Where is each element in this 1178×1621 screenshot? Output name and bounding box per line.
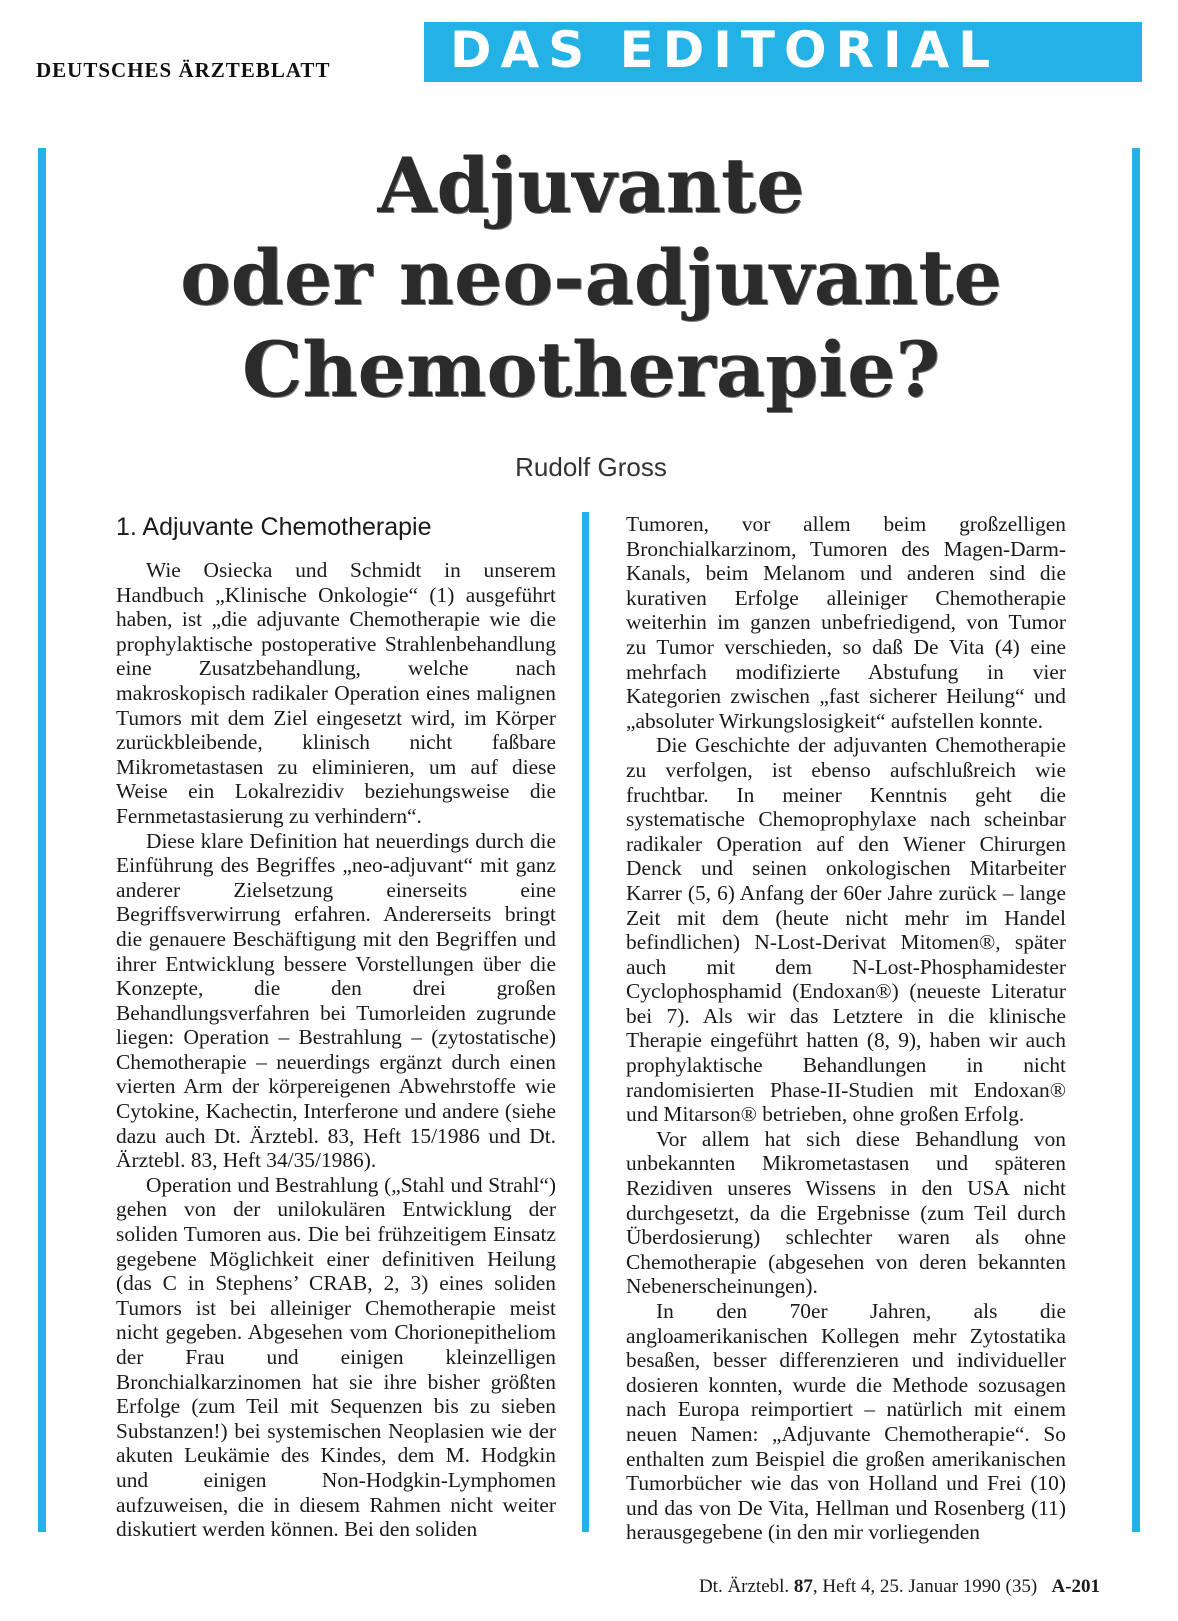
paragraph: Tumoren, vor allem beim großzelligen Bronchialkarzinom, Tumoren des Magen-Darm-Kanals, beim Melanom und anderen sind die kurativen Erfolge alleiniger Chemotherapie weiterhin im ganzen unbefriedigend, von Tumor zu Tumor verschieden, so daß De Vita (4) eine mehrfach modifizierte Abstufung in vier Kategorien zwischen „fast sicherer Heilung“ und „absoluter Wirkungslosigkeit“ aufstellen konnte. [626,512,1066,733]
title-line-3: Chemotherapie? [241,325,941,414]
column-divider-rule [582,512,589,1532]
citation-prefix: Dt. Ärztebl. [698,1576,790,1597]
page-number: A-201 [1051,1576,1100,1597]
right-column [626,512,1066,1545]
title-line-1: Adjuvante [377,141,805,230]
banner-label: DAS EDITORIAL [450,21,1000,79]
paragraph: Vor allem hat sich diese Behandlung von unbekannten Mikrometastasen und späteren Rezidiven unseres Wissens in den USA nicht durchgesetzt, da die Ergebnisse (zum Teil durch Überdosierung) schlechter waren als ohne Chemotherapie (abgesehen von deren bekannten Nebenerscheinungen). [626,1126,1066,1299]
citation-detail: , Heft 4, 25. Januar 1990 (35) [812,1576,1038,1597]
paragraph: Diese klare Definition hat neuerdings durch die Einführung des Begriffes „neo-adjuvant“ mit ganz anderer Zielsetzung einerseits eine Begriffsverwirrung erfahren. Andererseits bringt die genauere Beschäftigung mit den Begriffen und ihrer Entwicklung bessere Vorstellungen über die Konzepte, die den drei großen Behandlungsverfahren bei Tumorleiden zugrunde liegen: Operation – Bestrahlung – (zytostatische) Chemotherapie – neuerdings ergänzt durch einen vierten Arm der körpereigenen Abwehrstoffe wie Cytokine, Kachectin, Interferone und andere (siehe dazu auch Dt. Ärztebl. 83, Heft 15/1986 und Dt. Ärztebl. 83, Heft 34/35/1986). [116,828,556,1173]
volume-number: 87 [793,1576,813,1597]
paragraph: In den 70er Jahren, als die angloamerikanischen Kollegen mehr Zytostatika besaßen, besser differenzieren und individueller dosieren konnten, wurde die Methode sozusagen nach Europa reimportiert – natürlich mit einem neuen Namen: „Adjuvante Chemotherapie“. So enthalten zum Beispiel die großen amerikanischen Tumorbücher wie das von Holland und Frei (10) und das von De Vita, Hellman und Rosenberg (11) herausgegebene (in den mir vorliegenden [626,1299,1066,1545]
left-blue-rule [38,148,46,1532]
paragraph: Die Geschichte der adjuvanten Chemotherapie zu verfolgen, ist ebenso aufschlußreich wie fruchtbar. In meiner Kenntnis geht die systematische Chemoprophylaxe nach scheinbar radikaler Operation auf den Wiener Chirurgen Denck und seinen onkologischen Mitarbeiter Karrer (5, 6) Anfang der 60er Jahre zurück – lange Zeit mit dem (heute nicht mehr im Handel befindlichen) N-Lost-Derivat Mitomen®, später auch mit dem N-Lost-Phosphamidester Cyclophosphamid (Endoxan®) (neueste Literatur bei 7). Als wir das Letztere in die klinische Therapie eingeführt hatten (8, 9), haben wir auch prophylaktische Behandlungen in nicht randomisierten Phase-II-Studien mit Endoxan® und Mitarson® betrieben, ohne großen Erfolg. [626,733,1066,1127]
right-blue-rule [1132,148,1140,1532]
publication-name: DEUTSCHES ÄRZTEBLATT [36,58,331,82]
author-name: Rudolf Gross [515,452,667,482]
page-footer [699,1576,1100,1598]
paragraph: Operation und Bestrahlung („Stahl und Strahl“) gehen von der unilokulären Entwicklung der soliden Tumoren aus. Die bei frühzeitigem Einsatz gegebene Möglichkeit einer definitiven Heilung (das C in Stephens’ CRAB, 2, 3) eines soliden Tumors ist bei alleiniger Chemotherapie meist nicht gegeben. Abgesehen vom Chorionepitheliom der Frau und einigen kleinzelligen Bronchialkarzinomen hat sie ihre bisher größten Erfolge (zum Teil mit Sequenzen bis zu sieben Substanzen!) bei systemischen Neoplasien wie der akuten Leukämie des Kindes, dem M. Hodgkin und einigen Non-Hodgkin-Lymphomen aufzuweisen, die in diesem Rahmen nicht weiter diskutiert werden können. Bei den soliden [116,1172,556,1542]
title-line-2: oder neo-adjuvante [180,233,1002,322]
section-heading: 1. Adjuvante Chemotherapie [116,513,432,541]
left-column [116,512,556,1542]
paragraph: Wie Osiecka und Schmidt in unserem Handbuch „Klinische Onkologie“ (1) ausgeführt haben, ist „die adjuvante Chemotherapie wie die prophylaktische postoperative Strahlenbehandlung eine Zusatzbehandlung, welche nach makroskopisch radikaler Operation eines malignen Tumors mit dem Ziel eingesetzt wird, im Körper zurückbleibende, klinisch nicht faßbare Mikrometastasen zu eliminieren, um auf diese Weise ein Lokalrezidiv beziehungsweise die Fernmetastasierung zu verhindern“. [116,558,556,828]
editorial-banner [424,22,1142,82]
article-title [60,140,1122,416]
